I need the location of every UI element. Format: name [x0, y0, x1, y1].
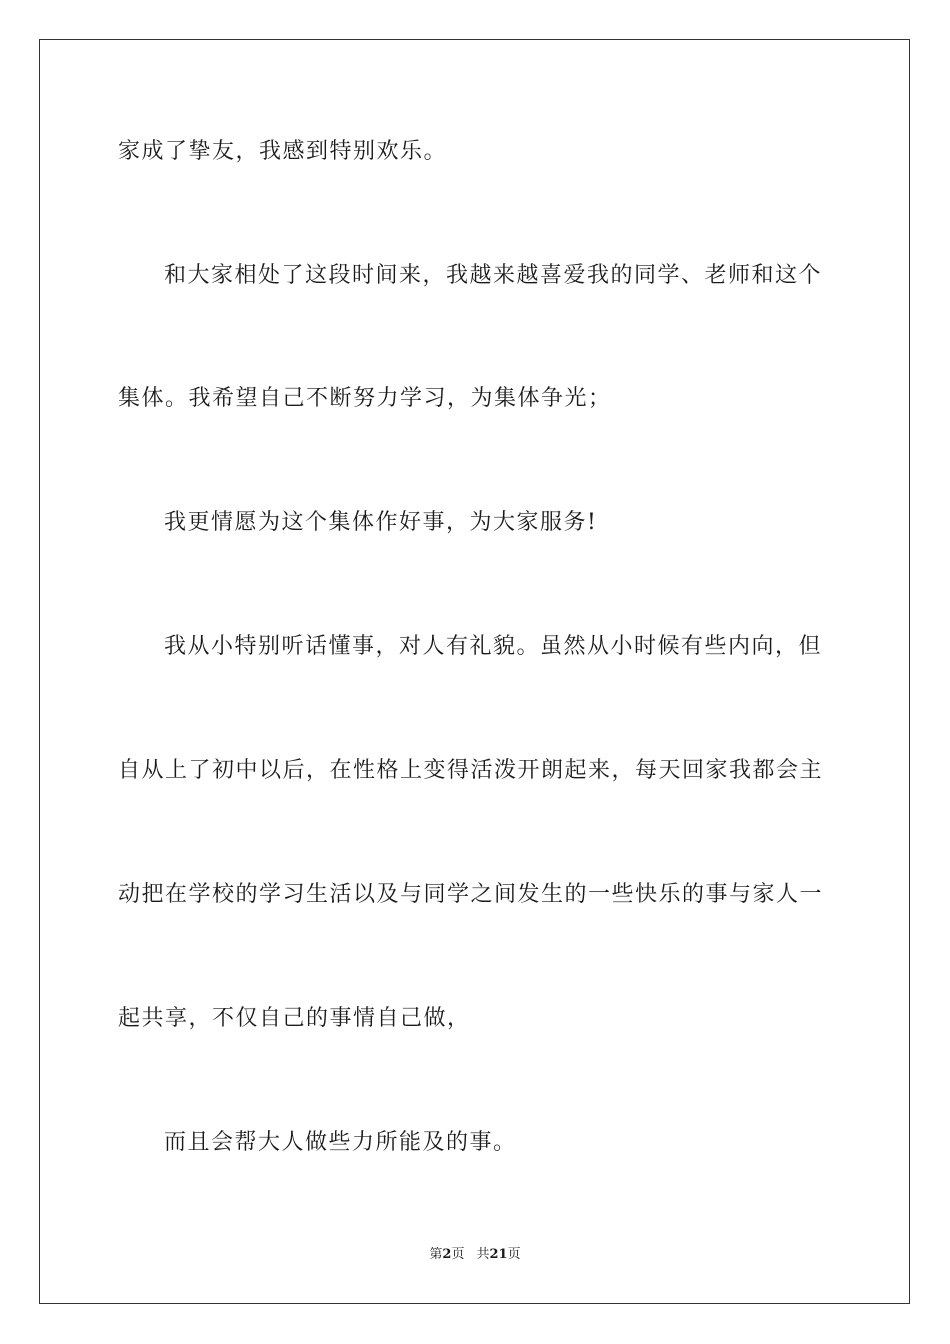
- text-line-9: 而且会帮大人做些力所能及的事。: [164, 1130, 517, 1155]
- text-line-2: 和大家相处了这段时间来，我越来越喜爱我的同学、老师和这个: [164, 263, 823, 288]
- footer-page-prefix: 第: [429, 1247, 443, 1262]
- text-line-3: 集体。我希望自己不断努力学习，为集体争光；: [118, 386, 612, 411]
- text-line-5: 我从小特别听话懂事，对人有礼貌。虽然从小时候有些内向，但: [164, 634, 823, 659]
- footer-total-prefix: 共: [476, 1247, 490, 1262]
- text-line-4: 我更情愿为这个集体作好事，为大家服务!: [164, 510, 598, 535]
- text-line-7: 动把在学校的学习生活以及与同学之间发生的一些快乐的事与家人一: [118, 882, 824, 907]
- footer-page-number: 2: [442, 1247, 452, 1262]
- footer-page-suffix: 页: [451, 1247, 465, 1262]
- text-line-1: 家成了挚友，我感到特别欢乐。: [118, 139, 448, 164]
- footer-total-pages: 21: [489, 1247, 508, 1262]
- page-footer: [0, 1246, 950, 1264]
- footer-total-suffix: 页: [507, 1247, 521, 1262]
- text-line-6: 自从上了初中以后，在性格上变得活泼开朗起来，每天回家我都会主: [118, 758, 824, 783]
- text-line-8: 起共享，不仅自己的事情自己做，: [118, 1006, 471, 1031]
- page-frame: [39, 39, 910, 1304]
